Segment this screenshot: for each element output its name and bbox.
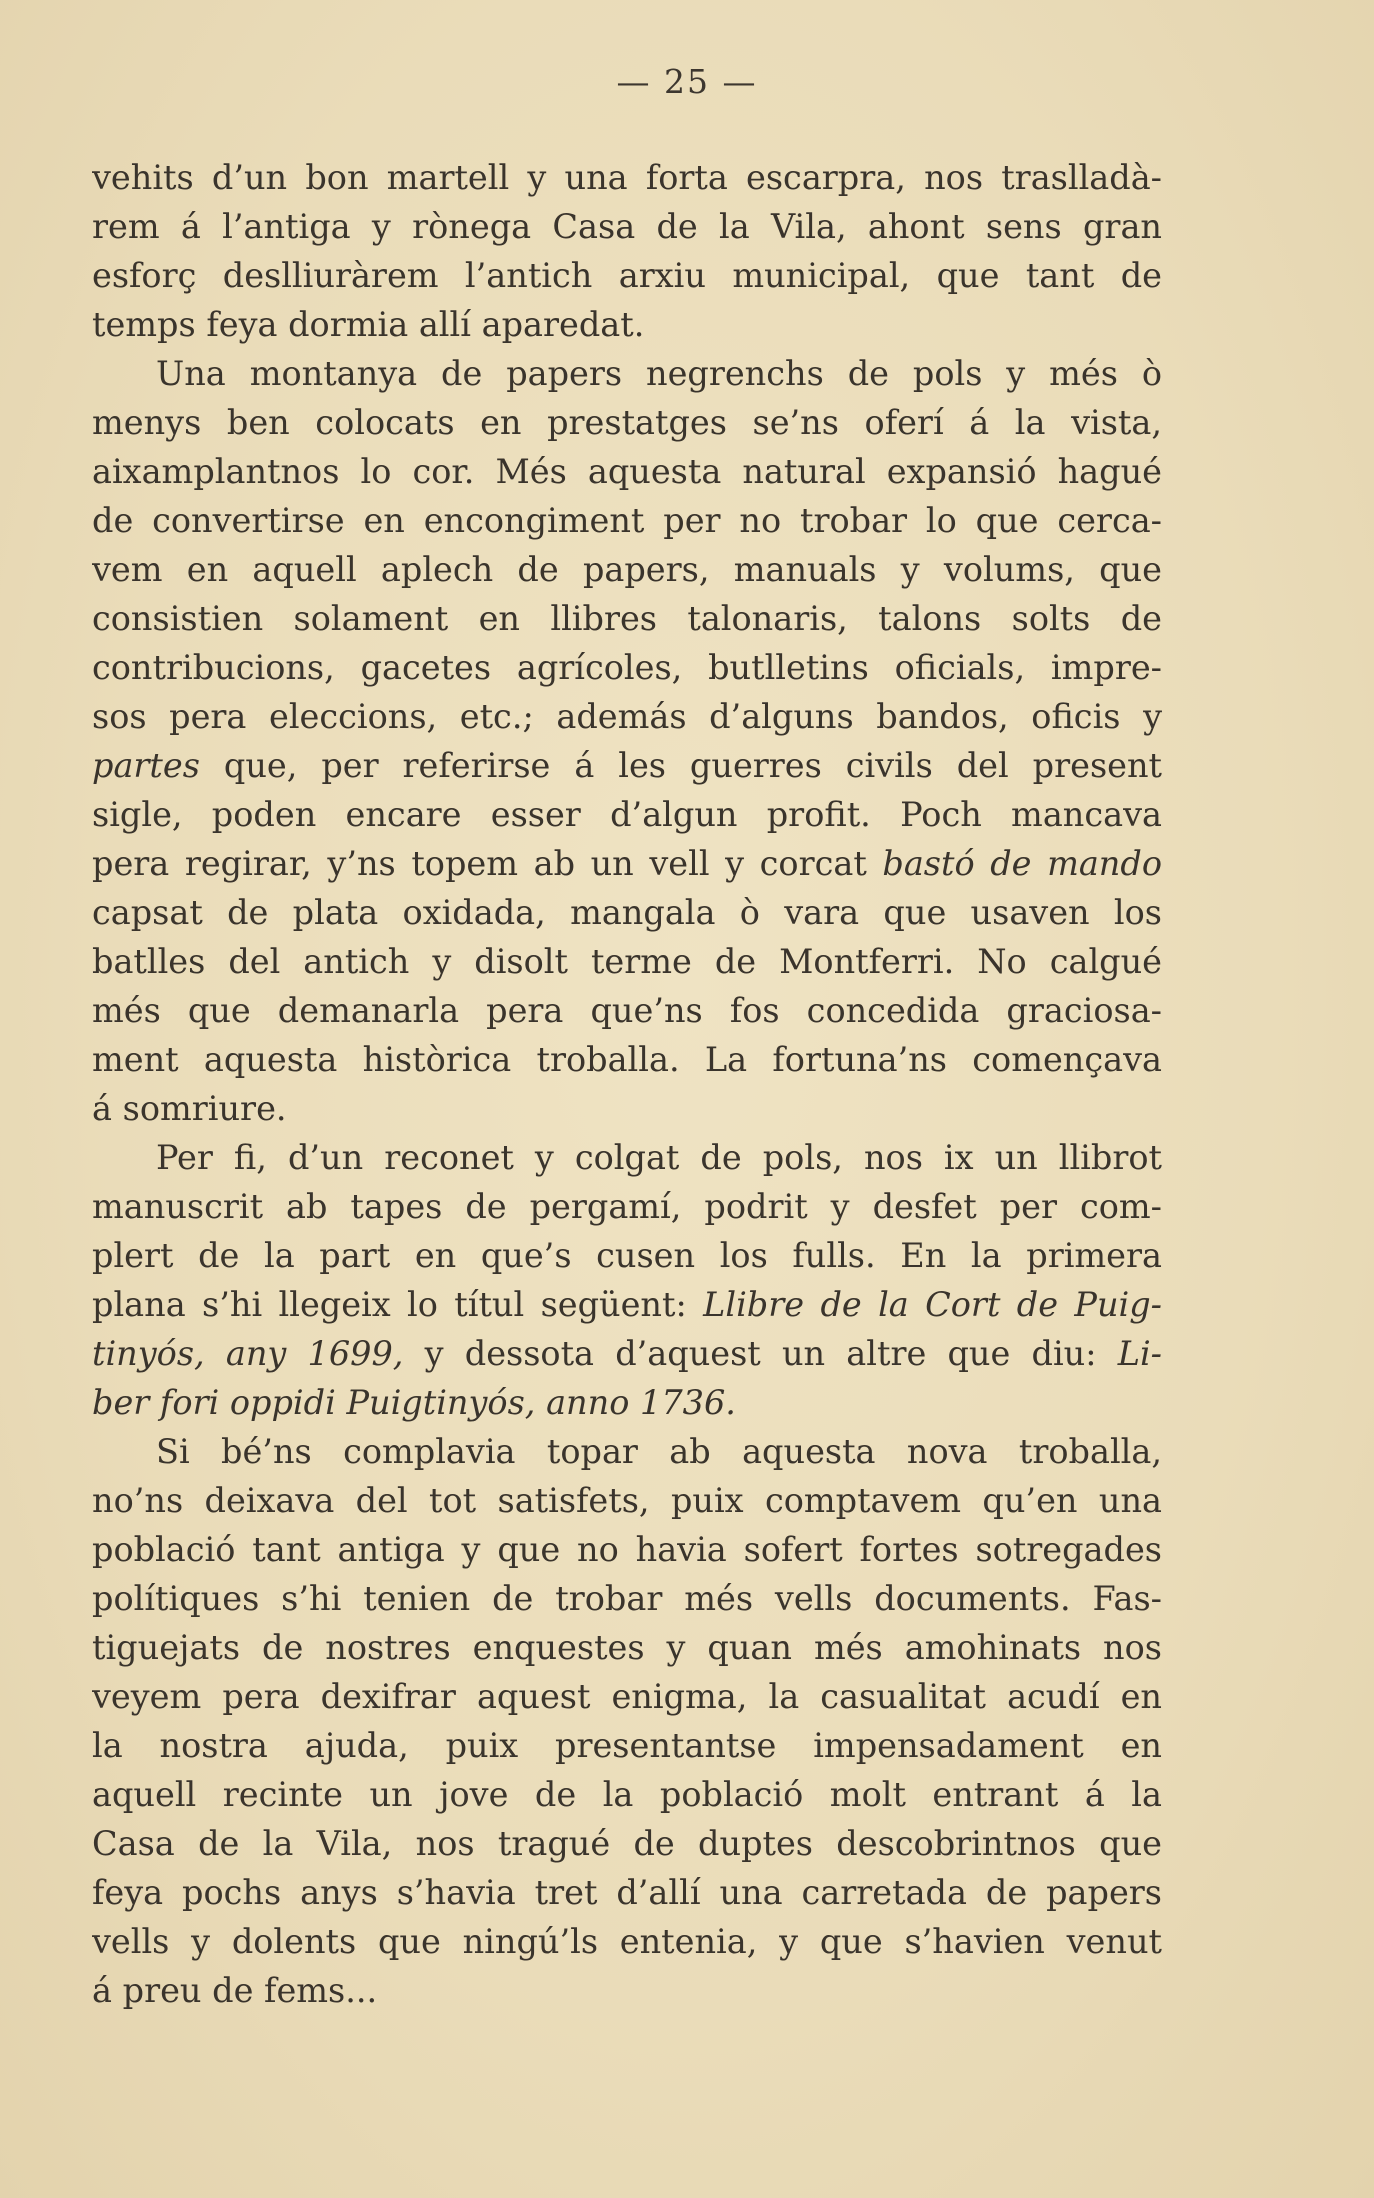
- text-segment: rem á l’antiga y rònega Casa de la Vila, ahont sens gran: [92, 207, 1162, 246]
- text-line: [92, 1231, 1162, 1280]
- page-number: — 25 —: [616, 62, 758, 101]
- text-segment: vehits d’un bon martell y una forta escarpra, nos traslladà-: [92, 158, 1162, 197]
- text-line: [92, 300, 1162, 349]
- text-line: [92, 1378, 1162, 1427]
- text-segment: temps feya dormia allí aparedat.: [92, 305, 645, 344]
- text-segment: Si bé’ns complavia topar ab aquesta nova troballa,: [156, 1432, 1162, 1471]
- text-line: [92, 1721, 1162, 1770]
- text-line: [92, 1329, 1162, 1378]
- text-segment: ment aquesta històrica troballa. La fortuna’ns començava: [92, 1040, 1162, 1079]
- text-line: [92, 447, 1162, 496]
- text-segment: Una montanya de papers negrenchs de pols y més ò: [156, 354, 1162, 393]
- text-line: [92, 251, 1162, 300]
- text-line: [92, 1084, 1162, 1133]
- italic-text: Li-: [1117, 1334, 1162, 1373]
- text-line: [92, 1966, 1162, 2015]
- text-segment: pera regirar, y’ns topem ab un vell y corcat: [92, 844, 883, 883]
- text-line: [92, 643, 1162, 692]
- text-segment: veyem pera dexifrar aquest enigma, la casualitat acudí en: [92, 1677, 1162, 1716]
- italic-text: ber fori oppidi Puigtinyós, anno 1736.: [92, 1383, 736, 1422]
- text-segment: batlles del antich y disolt terme de Montferri. No calgué: [92, 942, 1162, 981]
- text-segment: vells y dolents que ningú’ls entenia, y que s’havien venut: [92, 1922, 1162, 1961]
- body-text: [92, 153, 1162, 2015]
- italic-text: bastó de mando: [882, 844, 1162, 883]
- text-segment: que, per referirse á les guerres civils del present: [199, 746, 1162, 785]
- text-segment: capsat de plata oxidada, mangala ò vara que usaven los: [92, 893, 1162, 932]
- italic-text: tinyós, any 1699,: [92, 1334, 404, 1373]
- text-line: [92, 937, 1162, 986]
- text-line: [92, 545, 1162, 594]
- text-segment: vem en aquell aplech de papers, manuals y volums, que: [92, 550, 1162, 589]
- text-line: [92, 888, 1162, 937]
- text-line: [92, 398, 1162, 447]
- text-line: [92, 1525, 1162, 1574]
- text-segment: sos pera eleccions, etc.; además d’alguns bandos, oficis y: [92, 697, 1162, 736]
- text-line: [92, 1819, 1162, 1868]
- text-segment: menys ben colocats en prestatges se’ns oferí á la vista,: [92, 403, 1162, 442]
- text-line: [92, 1182, 1162, 1231]
- text-line: [92, 153, 1162, 202]
- text-segment: població tant antiga y que no havia sofert fortes sotregades: [92, 1530, 1162, 1569]
- text-line: [92, 1623, 1162, 1672]
- text-line: [92, 202, 1162, 251]
- text-segment: la nostra ajuda, puix presentantse impensadament en: [92, 1726, 1162, 1765]
- text-line: [92, 1574, 1162, 1623]
- text-segment: esforç deslliuràrem l’antich arxiu municipal, que tant de: [92, 256, 1162, 295]
- text-line: [92, 741, 1162, 790]
- text-segment: tiguejats de nostres enquestes y quan més amohinats nos: [92, 1628, 1162, 1667]
- text-line: [92, 349, 1162, 398]
- italic-text: Llibre de la Cort de Puig-: [703, 1285, 1162, 1324]
- text-line: [92, 1280, 1162, 1329]
- text-line: [92, 790, 1162, 839]
- text-segment: Per fi, d’un reconet y colgat de pols, nos ix un llibrot: [156, 1138, 1162, 1177]
- text-line: [92, 1476, 1162, 1525]
- text-line: [92, 1672, 1162, 1721]
- text-segment: aquell recinte un jove de la població molt entrant á la: [92, 1775, 1162, 1814]
- text-line: [92, 594, 1162, 643]
- text-segment: feya pochs anys s’havia tret d’allí una carretada de papers: [92, 1873, 1162, 1912]
- text-line: [92, 1035, 1162, 1084]
- text-segment: plert de la part en que’s cusen los fulls. En la primera: [92, 1236, 1162, 1275]
- text-segment: manuscrit ab tapes de pergamí, podrit y desfet per com-: [92, 1187, 1162, 1226]
- text-line: [92, 692, 1162, 741]
- text-line: [92, 1868, 1162, 1917]
- text-segment: consistien solament en llibres talonaris, talons solts de: [92, 599, 1162, 638]
- text-segment: no’ns deixava del tot satisfets, puix comptavem qu’en una: [92, 1481, 1162, 1520]
- text-line: [92, 1427, 1162, 1476]
- text-line: [92, 1917, 1162, 1966]
- text-segment: y dessota d’aquest un altre que diu:: [403, 1334, 1118, 1373]
- text-segment: contribucions, gacetes agrícoles, butlletins oficials, impre-: [92, 648, 1162, 687]
- text-segment: polítiques s’hi tenien de trobar més vells documents. Fas-: [92, 1579, 1162, 1618]
- text-line: [92, 1133, 1162, 1182]
- text-line: [92, 839, 1162, 888]
- text-segment: sigle, poden encare esser d’algun profit. Poch mancava: [92, 795, 1162, 834]
- text-segment: á preu de fems...: [92, 1971, 378, 2010]
- text-line: [92, 1770, 1162, 1819]
- text-segment: Casa de la Vila, nos tragué de duptes descobrintnos que: [92, 1824, 1162, 1863]
- text-segment: aixamplantnos lo cor. Més aquesta natural expansió hagué: [92, 452, 1162, 491]
- text-segment: á somriure.: [92, 1089, 287, 1128]
- text-line: [92, 986, 1162, 1035]
- italic-text: partes: [92, 746, 200, 785]
- text-segment: de convertirse en encongiment per no trobar lo que cerca-: [92, 501, 1162, 540]
- text-segment: plana s’hi llegeix lo títul següent:: [92, 1285, 704, 1324]
- text-segment: més que demanarla pera que’ns fos concedida graciosa-: [92, 991, 1162, 1030]
- text-line: [92, 496, 1162, 545]
